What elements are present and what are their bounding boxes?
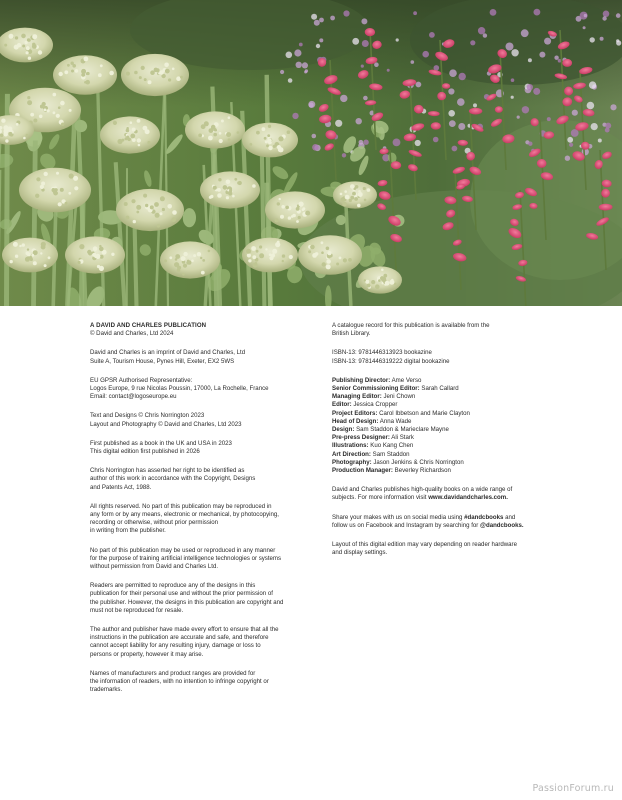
credit-role: Publishing Director:	[332, 376, 391, 384]
credit-name: Sam Staddon	[372, 450, 410, 458]
website-link[interactable]: www.davidandcharles.com.	[428, 494, 508, 502]
copyright-line: © David and Charles, Ltd 2024	[90, 330, 174, 338]
all-rights-reserved: All rights reserved. No part of this publication may be reproduced in any form or by any means, electronic or mechanical, by photocopying, recording or otherwise, without prior permission in writing from the publisher.	[90, 502, 280, 535]
credit-name: Sarah Callard	[421, 385, 459, 393]
credit-role: Production Manager:	[332, 467, 393, 475]
social-media-note	[332, 514, 547, 530]
hashtag: #dandcbooks	[464, 513, 504, 521]
credit-name: Ame Verso	[391, 376, 422, 384]
credit-role: Design:	[332, 426, 355, 434]
credit-name: Anna Wade	[379, 417, 412, 425]
credit-line	[332, 442, 547, 450]
credit-line	[332, 393, 547, 401]
sedum-penstemon-illustration	[0, 0, 622, 306]
credit-role: Illustrations:	[332, 442, 369, 450]
credit-role: Art Direction:	[332, 450, 371, 458]
trademark-notice: Names of manufacturers and product ranges are provided for the information of readers, with no intention to infringe copyright or trademarks.	[90, 669, 269, 694]
credit-line	[332, 410, 547, 418]
publication-history: First published as a book in the UK and USA in 2023 This digital edition first published in 2026	[90, 439, 232, 456]
credit-name: Beverley Richardson	[394, 467, 451, 475]
liability-disclaimer: The author and publisher have made every effort to ensure that all the instructions in the publication are accurate and safe, and therefore cannot accept liability for any resulting injury, damage or loss to persons or property, however it may arise.	[90, 626, 279, 658]
credits-column	[332, 322, 547, 568]
credit-role: Senior Commissioning Editor:	[332, 385, 420, 393]
social-text-2: and follow us on Facebook and Instagram by searching for	[332, 513, 516, 529]
credit-name: Ali Stark	[391, 434, 414, 442]
garden-photo	[0, 0, 622, 306]
credit-role: Head of Design:	[332, 417, 379, 425]
staff-credits	[332, 377, 547, 475]
credit-line	[332, 426, 547, 434]
credit-name: Jessica Cropper	[353, 401, 398, 409]
ai-training-notice: No part of this publication may be used or reproduced in any manner for the purpose of training artificial intelligence technologies or systems without permission from David and Charles Ltd.	[90, 546, 282, 571]
catalogue-record: A catalogue record for this publication is available from the British Library.	[332, 322, 490, 338]
credit-name: Jason Jenkins & Chris Norrington	[373, 458, 464, 466]
social-handle: @dandcbooks.	[480, 521, 524, 529]
credit-line	[332, 401, 547, 409]
social-text-1: Share your makes with us on social media using	[332, 513, 465, 521]
author-rights: Chris Norrington has asserted her right to be identified as author of this work in accordance with the Copyright, Designs and Patents Act, 1988.	[90, 467, 256, 491]
layout-note: Layout of this digital edition may vary depending on reader hardware and display settings.	[332, 541, 517, 557]
credit-name: Jeni Chown	[383, 393, 416, 401]
publisher-info-text: David and Charles publishes high-quality books on a wide range of subjects. For more information visit	[332, 486, 513, 502]
credit-role: Project Editors:	[332, 409, 378, 417]
credit-role: Managing Editor:	[332, 393, 382, 401]
credit-line	[332, 377, 547, 385]
eu-representative: EU GPSR Authorised Representative: Logos Europe, 9 rue Nicolas Poussin, 17000, La Rochelle, France Email: contact@logoseurope.eu	[90, 376, 269, 401]
text-designs-copyright: Text and Designs © Chris Norrington 2023 Layout and Photography © David and Charles, Ltd 2023	[90, 412, 242, 428]
imprint-column	[90, 322, 315, 706]
credit-line	[332, 418, 547, 426]
credit-role: Pre-press Designer:	[332, 434, 390, 442]
credit-line	[332, 385, 547, 393]
publisher-info	[332, 486, 547, 502]
credit-line	[332, 434, 547, 442]
credit-line	[332, 467, 547, 475]
credit-role: Editor:	[332, 401, 352, 409]
isbn-list: ISBN-13: 9781446313923 bookazine ISBN-13: 9781446319222 digital bookazine	[332, 349, 450, 365]
reproduction-permission: Readers are permitted to reproduce any of the designs in this publication for their personal use and without the prior permission of the publisher. However, the designs in this publication are copyright and must not be reproduced for resale.	[90, 582, 284, 614]
publication-heading: A DAVID AND CHARLES PUBLICATION	[90, 322, 207, 329]
credit-name: Carol Ibbetson and Marie Clayton	[379, 409, 470, 417]
imprint-address: David and Charles is an imprint of David and Charles, Ltd Suite A, Tourism House, Pynes Hill, Exeter, EX2 5WS	[90, 349, 246, 365]
credit-line	[332, 451, 547, 459]
credit-name: Kuo Kang Chen	[370, 442, 414, 450]
credit-role: Photography:	[332, 458, 372, 466]
watermark: PassionForum.ru	[532, 783, 614, 794]
credit-name: Sam Staddon & Marieclare Mayne	[356, 426, 449, 434]
credit-line	[332, 459, 547, 467]
